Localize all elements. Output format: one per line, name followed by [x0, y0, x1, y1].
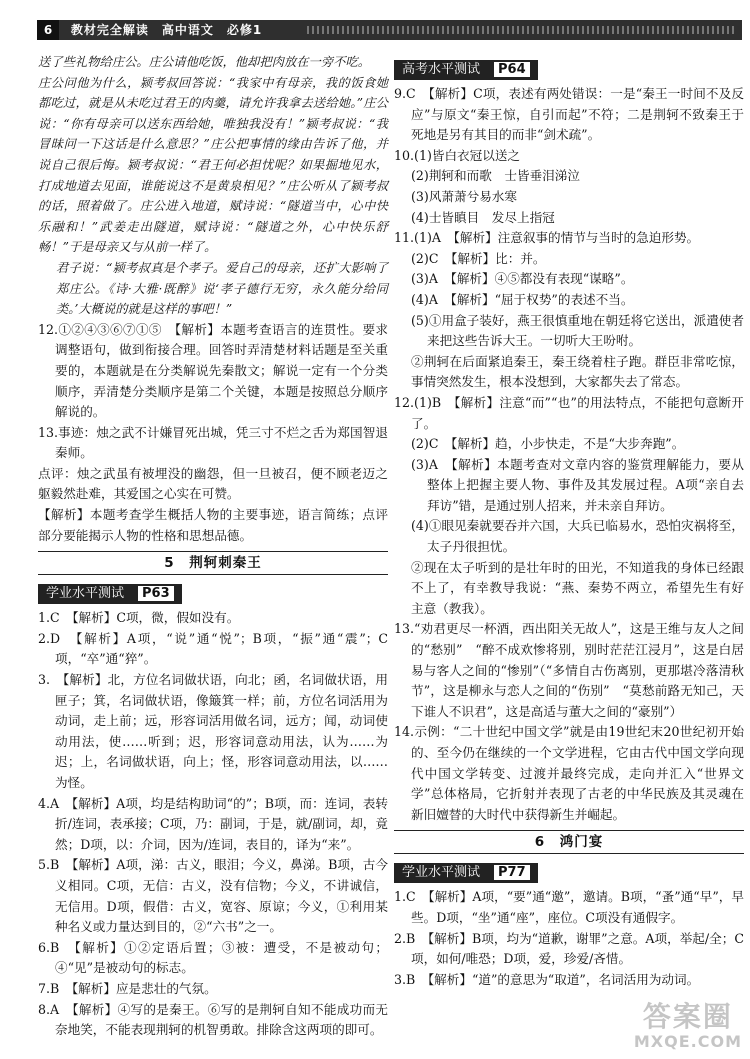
test-header	[394, 60, 538, 80]
answer-13: 13.事迹：烛之武不计嫌冒死出城，凭三寸不烂之舌为郑国智退秦师。	[38, 424, 388, 461]
answer-13-analysis: 【解析】本题考查学生概括人物的主要事迹，语言简练；点评部分要能揭示人物的性格和思想品德。	[38, 507, 388, 543]
answer-item: 2.D 【解析】A项，“说”通“悦”；B项，“振”通“震”；C项，“卒”通“猝”。	[38, 630, 388, 667]
test-label: 高考水平测试	[402, 62, 481, 77]
watermark-text: 答案圈	[642, 1000, 733, 1034]
answer-11-item: (3)A 【解析】④⑤都没有表现“谋略”。	[411, 271, 634, 287]
section-title-6: 6 鸿门宴	[394, 830, 744, 854]
right-column	[394, 52, 744, 990]
answer-item: 2.B 【解析】B项，均为“道歉，谢罪”之意。A项，举起/全；C项，如何/唯恐；D项，爱，珍爱/吝惜。	[394, 930, 744, 967]
watermark-url: MXQE.COM	[633, 1032, 742, 1052]
answer-12: 12.(1)B 【解析】注意“而”“也”的用法特点，不能把句意断开了。	[394, 394, 744, 431]
answer-item: 7.B 【解析】应是悲壮的气氛。	[38, 980, 217, 996]
answer-item: 6.B 【解析】①②定语后置；③被：遭受，不是被动句；④“见”是被动句的标志。	[38, 939, 388, 976]
test-label: 学业水平测试	[402, 865, 481, 881]
answer-11-item: (5)①用盒子装好，燕王很慎重地在朝廷将它送出，派遣使者来把这些告诉大王。一切听大王吩咐。	[411, 312, 744, 349]
answer-item: 3.B 【解析】“道”的意思为“取道”，名词活用为动词。	[394, 971, 700, 987]
answer-12-item: (4)①眼见秦就要吞并六国，大兵已临易水，恐怕灾祸将至，太子丹很担忧。	[411, 518, 744, 555]
answer-12-item: (3)A 【解析】本题考查对文章内容的鉴赏理解能力，要从整体上把握主要人物、事件及其发展过程。A项“亲自去拜访”错，是通过别人招来，并未亲自拜访。	[411, 456, 744, 513]
answer-9: 9.C 【解析】C项，表述有两处错误：一是“秦王一时间不及反应”与原文“秦王惊，自引而起”不符；二是荆轲不致秦王于死地是另有其目的而非“剑术疏”。	[394, 86, 744, 143]
test-page: P64	[494, 62, 530, 77]
left-column	[38, 52, 388, 1041]
answer-item: 5.B 【解析】A项，涕：古义，眼泪；今义，鼻涕。B项，古今义相同。C项，无信：古义，没有信物；今义，不讲诚信，无信用。D项，假借：古义，宽容、原谅；今义，①利用某种名义或力量达到目的，②“六书”之一。	[38, 857, 388, 935]
story-paragraph: 君子说：“颍考叔真是个孝子。爱自己的母亲，还扩大影响了郑庄公。《诗·大雅·既醉》说‘孝子德行无穷，永久能分给同类。’大概说的就是这样的事吧！”	[56, 260, 388, 317]
answer-10-item: (3)风萧萧兮易水寒	[411, 188, 517, 204]
answer-item: 3. 【解析】北，方位名词做状语，向北；函，名词做状语，用匣子；箕，名词做状语，像簸箕一样；前，方位名词活用为动词，走上前；远，形容词活用做名词，远方；闻，动词使动用法，使……听到；迟，形容词意动用法，认为……为迟；上，名词做状语，向上；怪，形容词意动用法，以……为怪。	[38, 672, 388, 790]
story-paragraph: 庄公问他为什么，颍考叔回答说：“我家中有母亲，我的饭食她都吃过，就是从未吃过君王的肉羹，请允许我拿去送给她。”庄公说：“你有母亲可以送东西给她，唯独我没有！”颍考叔说：“我冒昧问一下这话是什么意思？”庄公把事情的缘由告诉了他，并说自己很后悔。颍考叔说：“君王何必担忧呢？如果掘地见水，打成地道去见面，谁能说这不是黄泉相见？”庄公听从了颍考叔的话，照着做了。庄公进入地道，赋诗说：“隧道当中，心中快乐融和！”武姜走出隧道，赋诗说：“隧道之外，心中快乐舒畅！”于是母亲又与从前一样了。	[38, 75, 388, 255]
answer-12: 12.①②④③⑥⑦①⑤ 【解析】本题考查语言的连贯性。要求调整语句，做到衔接合理。回答时弄清楚材料话题是至关重要的，本题就是在分类解说先秦散文；解说一定有一个分类顺序，弄清楚分类顺序是第二个关键，本题是按照总分顺序解说的。	[38, 321, 388, 420]
answer-13: 13.“劝君更尽一杯酒，西出阳关无故人”，这是王维与友人之间的“愁别” “醉不成欢惨将别，别时茫茫江浸月”，这是白居易与客人之间的“惨别”（“多情自古伤离别，更那堪冷落清秋节”，这是柳永与恋人之间的“伤别” “莫愁前路无知己，天下谁人不识君”，这是高适与董大之间的“豪别”）	[394, 621, 744, 719]
answer-11-item: (4)A 【解析】“屈于权势”的表述不当。	[411, 291, 634, 307]
story-line: 送了些礼物给庄公。庄公请他吃饭，他却把肉放在一旁不吃。	[38, 55, 371, 69]
answer-12-item: (2)C 【解析】趋，小步快走，不是“大步奔跑”。	[411, 436, 685, 452]
watermark-logo	[634, 1002, 742, 1053]
answer-12-item: ②现在太子听到的是壮年时的田光，不知道我的身体已经跟不上了，有幸教导我说：“燕、秦势不两立，希望先生有好主意（教我）。	[411, 559, 744, 616]
book-title: 教材完全解读 高中语文 必修1	[70, 23, 263, 37]
section-title-5: 5 荆轲刺秦王	[38, 551, 388, 575]
test-header	[394, 863, 538, 883]
answer-13-comment: 点评：烛之武虽有被埋没的幽怨，但一旦被召，便不顾老迈之躯毅然赴难，其爱国之心实在可赞。	[38, 465, 388, 502]
page-header	[37, 20, 742, 40]
answer-10: 10.(1)皆白衣冠以送之	[394, 147, 521, 163]
answer-item: 8.A 【解析】④写的是秦王。⑥写的是荆轲自知不能成功而无奈地笑，不能表现荆轲的机智勇敢。排除含这两项的即可。	[38, 1001, 388, 1038]
answer-item: 1.C 【解析】C项，微，假如没有。	[38, 610, 240, 626]
answer-item: 1.C 【解析】A项，“要”通“邀”，邀请。B项，“蚤”通“早”，早些。D项，“坐”通“座”，座位。C项没有通假字。	[394, 889, 744, 925]
answer-11: 11.(1)A 【解析】注意叙事的情节与当时的急迫形势。	[394, 230, 700, 246]
answer-10-item: (4)士皆瞋目 发尽上指冠	[411, 209, 555, 225]
test-page: P77	[494, 865, 530, 880]
answer-11-item: (2)C 【解析】比：并。	[411, 250, 546, 266]
header-decoration	[307, 26, 736, 34]
test-header	[38, 584, 182, 604]
test-page: P63	[138, 586, 174, 601]
answer-11-item: ②荆轲在后面紧追秦王，秦王绕着柱子跑。群臣非常吃惊，事情突然发生，根本没想到，大家都失去了常态。	[411, 353, 744, 390]
answer-item: 4.A 【解析】A项，均是结构助词“的”；B项，而：连词，表转折/连词，表承接；C项，乃：副词，于是，就/副词，却，竟然；D项，以：介词，因为/连词，表目的，译为“来”。	[38, 795, 388, 852]
answer-10-item: (2)荆轲和而歌 士皆垂泪涕泣	[411, 168, 580, 184]
test-label: 学业水平测试	[46, 586, 125, 602]
page-number: 6	[37, 20, 59, 40]
answer-14: 14.示例：“二十世纪中国文学”就是由19世纪末20世纪初开始的、至今仍在继续的一个文学进程，它由古代中国文学向现代中国文学转变、过渡并最终完成，走向并汇入“世界文学”总体格局，它折射并表现了古老的中华民族及其灵魂在新旧嬗替的大时代中获得新生并崛起。	[394, 724, 744, 822]
